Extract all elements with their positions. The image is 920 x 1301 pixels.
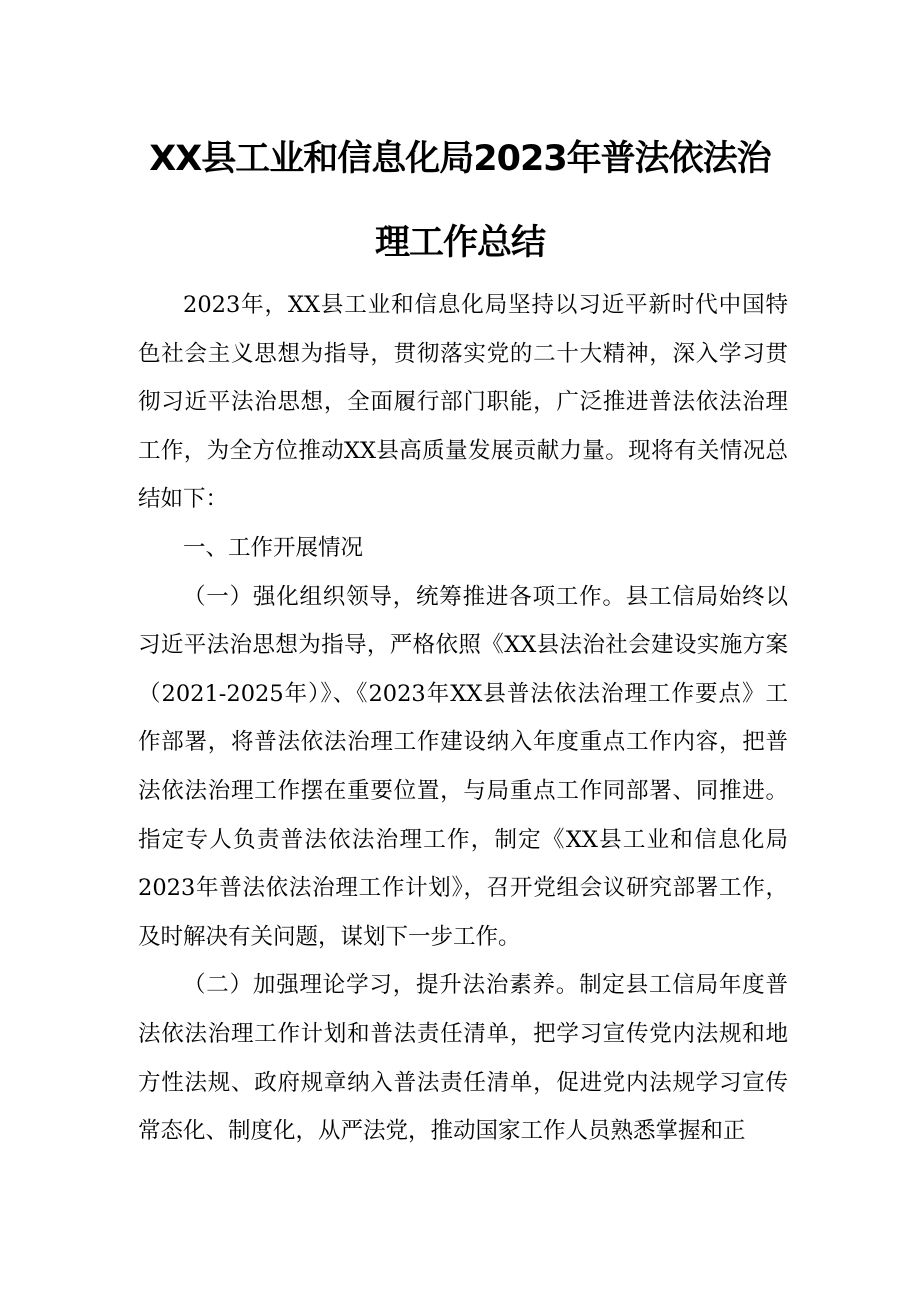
paragraph-theory-study: （二）加强理论学习，提升法治素养。制定县工信局年度普法依法治理工作计划和普法责任清单，把学习宣传党内法规和地方性法规、政府规章纳入普法责任清单，促进党内法规学习宣传常态化、制度化，从严法党，推动国家工作人员熟悉掌握和正 <box>138 972 788 1145</box>
document-title-line-1: XX县工业和信息化局2023年普法依法治 <box>149 139 771 179</box>
document-body <box>138 281 788 1156</box>
document-title-line-2: 理工作总结 <box>374 223 545 263</box>
section-heading-work-status: 一、工作开展情况 <box>183 534 364 561</box>
paragraph-organization-leadership: （一）强化组织领导，统筹推进各项工作。县工信局始终以习近平法治思想为指导，严格依照《XX县法治社会建设实施方案（2021-2025年）》、《2023年XX县普法依法治理工作要点》工作部署，将普法依法治理工作建设纳入年度重点工作内容，把普法依法治理工作摆在重要位置，与局重点工作同部署、同推进。指定专人负责普法依法治理工作，制定《XX县工业和信息化局2023年普法依法治理工作计划》，召开党组会议研究部署工作，及时解决有关问题，谋划下一步工作。 <box>138 583 788 950</box>
intro-paragraph: 2023年，XX县工业和信息化局坚持以习近平新时代中国特色社会主义思想为指导，贯彻落实党的二十大精神，深入学习贯彻习近平法治思想，全面履行部门职能，广泛推进普法依法治理工作，为全方位推动XX县高质量发展贡献力量。现将有关情况总结如下： <box>138 292 788 513</box>
